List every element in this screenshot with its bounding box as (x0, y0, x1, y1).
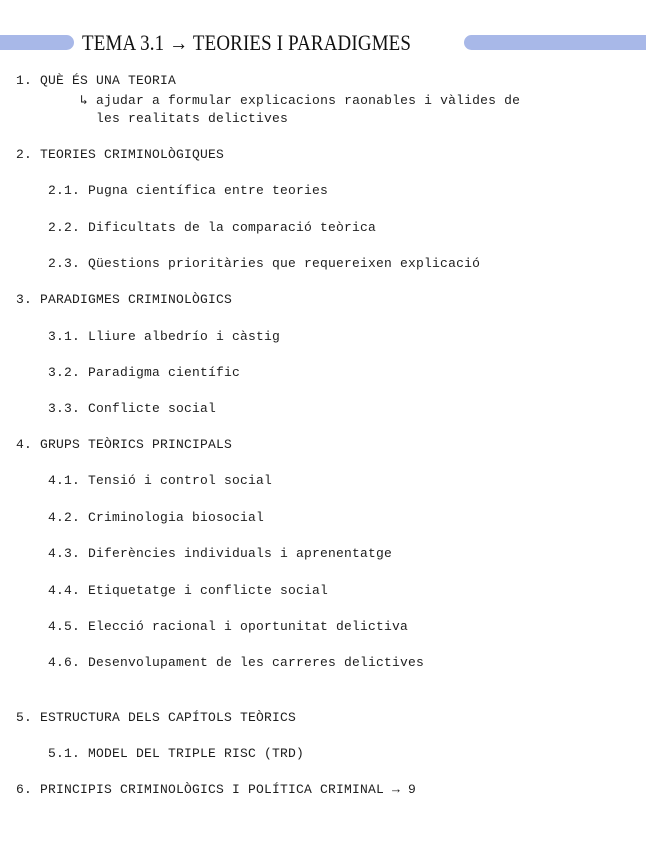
subsection-item: 4.2. Criminologia biosocial (48, 510, 265, 525)
subsection-item: 4.1. Tensió i control social (48, 473, 273, 488)
section-heading: 1. QUÈ ÉS UNA TEORIA (16, 73, 177, 88)
subsection-item: 2.3. Qüestions prioritàries que requereixen explicació (48, 256, 481, 271)
section-heading: 2. TEORIES CRIMINOLÒGIQUES (16, 147, 225, 162)
section-heading: 5. ESTRUCTURA DELS CAPÍTOLS TEÒRICS (16, 710, 297, 725)
subsection-item: 5.1. MODEL DEL TRIPLE RISC (TRD) (48, 746, 305, 761)
section-heading: 6. PRINCIPIS CRIMINOLÒGICS I POLÍTICA CRIMINAL → 9 (16, 782, 417, 797)
section-heading: 4. GRUPS TEÒRICS PRINCIPALS (16, 437, 233, 452)
subsection-item: 4.5. Elecció racional i oportunitat delictiva (48, 619, 409, 634)
subsection-item: 3.2. Paradigma científic (48, 365, 241, 380)
page-header (0, 28, 646, 58)
subsection-item: 4.6. Desenvolupament de les carreres delictives (48, 655, 425, 670)
section-note: ↳ ajudar a formular explicacions raonables i vàlides de (80, 93, 521, 108)
page-title: TEMA 3.1 → TEORIES I PARADIGMES (82, 30, 412, 55)
subsection-item: 3.3. Conflicte social (48, 401, 217, 416)
subsection-item: 2.2. Dificultats de la comparació teòrica (48, 220, 377, 235)
header-decor-bar-right (464, 35, 646, 50)
section-note: les realitats delictives (80, 111, 289, 126)
header-decor-bar-left (0, 35, 74, 50)
subsection-item: 4.4. Etiquetatge i conflicte social (48, 583, 329, 598)
section-heading: 3. PARADIGMES CRIMINOLÒGICS (16, 292, 233, 307)
subsection-item: 4.3. Diferències individuals i aprenentatge (48, 546, 393, 561)
subsection-item: 2.1. Pugna científica entre teories (48, 183, 329, 198)
subsection-item: 3.1. Lliure albedrío i càstig (48, 329, 281, 344)
